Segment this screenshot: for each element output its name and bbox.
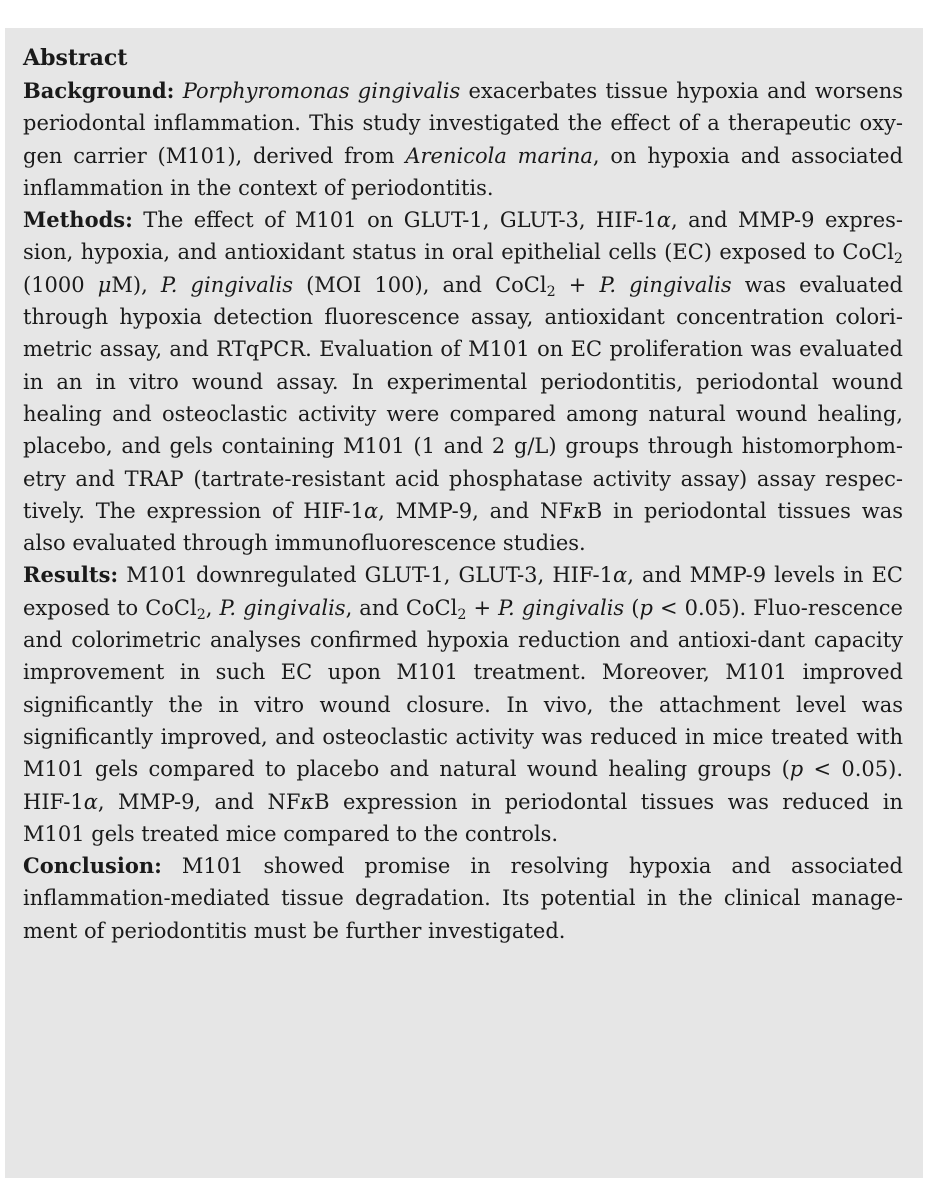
- background-section: [23, 75, 903, 204]
- background-label: Background:: [23, 78, 175, 103]
- greek-symbol: α: [613, 563, 628, 588]
- text-run: M),: [111, 272, 161, 297]
- abstract-panel: [5, 28, 923, 1178]
- greek-symbol: α: [363, 498, 379, 523]
- species-name: P. gingivalis: [160, 272, 293, 297]
- greek-symbol: μ: [97, 272, 112, 297]
- text-run: B expression in periodontal tissues was reduced in M101 gels treated mice compared to the controls.: [23, 789, 903, 846]
- methods-label: Methods:: [23, 207, 133, 233]
- text-run: +: [466, 595, 499, 620]
- greek-symbol: α: [83, 789, 98, 814]
- p-value-symbol: p: [789, 757, 804, 782]
- text-run: < 0.05). HIF-1: [23, 757, 903, 814]
- text-run: , and CoCl: [345, 595, 458, 620]
- conclusion-label: Conclusion:: [23, 853, 162, 879]
- text-run: exacerbates tissue hypoxia and worsens periodontal inflammation. This study investigated the effect of a therapeutic oxy-gen carrier (M101), derived from: [23, 79, 903, 168]
- results-label: Results:: [23, 562, 119, 588]
- text-run: (: [624, 595, 640, 620]
- text-run: , MMP-9, and NF: [378, 498, 573, 523]
- subscript: 2: [546, 283, 556, 300]
- species-name: P. gingivalis: [498, 595, 625, 620]
- text-run: was evaluated through hypoxia detection fluorescence assay, antioxidant concentration colori-metric assay, and RTqPCR. Evaluation of M101 on EC proliferation was evaluated in an in vitro wound assay. In experimental periodontitis, periodontal wound healing and osteoclastic activity were compared among natural wound healing, placebo, and gels containing M101 (1 and 2 g/L) groups through histomorphom-etry and TRAP (tartrate-resistant acid phosphatase activity assay) assay respec-tively. The expression of HIF-1: [23, 272, 903, 523]
- methods-section: [23, 204, 903, 559]
- text-run: < 0.05). Fluo-rescence and colorimetric analyses confirmed hypoxia reduction and antioxi-dant capacity improvement in such EC upon M101 treatment. Moreover, M101 improved significantly the in vitro wound closure. In vivo, the attachment level was significantly improved, and osteoclastic activity was reduced in mice treated with M101 gels compared to placebo and natural wound healing groups (: [23, 595, 903, 782]
- conclusion-section: [23, 850, 903, 947]
- text-run: , on hypoxia and associated inflammation in the context of periodontitis.: [23, 143, 904, 200]
- text-run: M101 downregulated GLUT-1, GLUT-3, HIF-1: [118, 563, 614, 588]
- p-value-symbol: p: [639, 595, 653, 620]
- subscript: 2: [196, 606, 206, 623]
- text-run: , and MMP-9 levels in EC exposed to CoCl: [23, 563, 903, 620]
- text-run: , MMP-9, and NF: [97, 789, 301, 814]
- text-run: (MOI 100), and CoCl: [293, 272, 547, 297]
- greek-symbol: α: [656, 208, 671, 233]
- abstract-heading: Abstract: [23, 45, 128, 71]
- results-section: [23, 559, 903, 850]
- greek-symbol: κ: [572, 498, 587, 523]
- species-name: Arenicola marina: [405, 143, 593, 168]
- text-run: +: [555, 272, 600, 297]
- text-run: (1000: [23, 272, 98, 297]
- text-run: , and MMP-9 expres-sion, hypoxia, and antioxidant status in oral epithelial cells (EC) exposed to CoCl: [23, 208, 904, 265]
- subscript: 2: [893, 251, 903, 268]
- species-name: Porphyromonas gingivalis: [182, 79, 461, 103]
- greek-symbol: κ: [300, 789, 315, 814]
- subscript: 2: [457, 606, 467, 623]
- text-run: M101 showed promise in resolving hypoxia and associated inflammation-mediated tissue degradation. Its potential in the clinical manage-ment of periodontitis must be further investigated.: [23, 854, 903, 943]
- text-run: The effect of M101 on GLUT-1, GLUT-3, HIF-1: [132, 208, 657, 233]
- text-run: ,: [205, 595, 220, 620]
- species-name: P. gingivalis: [219, 595, 346, 620]
- species-name: P. gingivalis: [599, 272, 732, 297]
- text-run: B in periodontal tissues was also evaluated through immunofluorescence studies.: [23, 498, 903, 556]
